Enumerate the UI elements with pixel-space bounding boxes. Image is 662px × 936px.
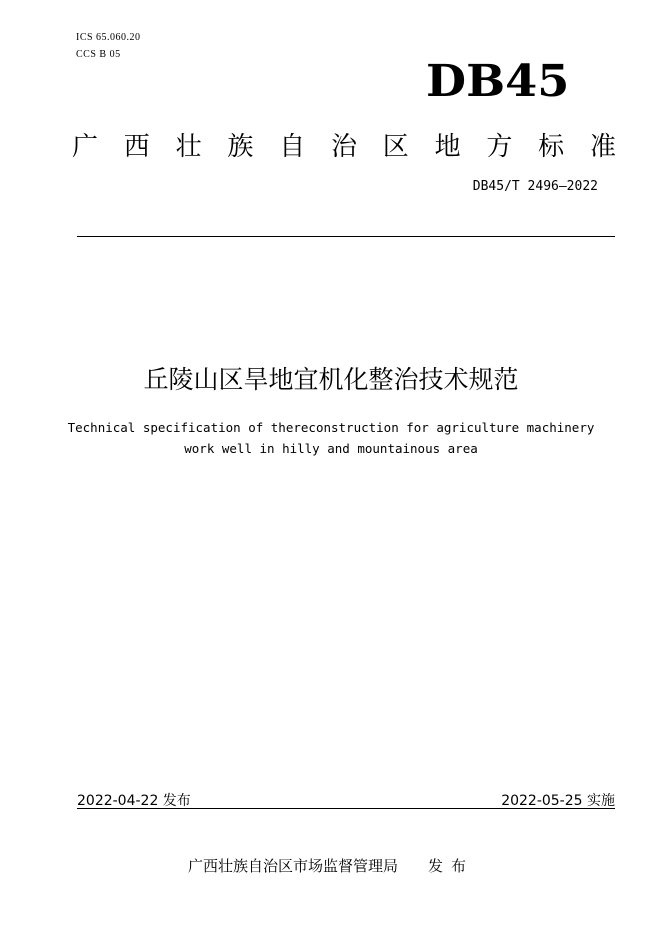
top-divider <box>77 236 615 237</box>
english-title-line-2: work well in hilly and mountainous area <box>184 441 478 456</box>
bottom-divider <box>77 808 615 809</box>
issuer-name: 广西壮族自治区市场监督管理局 <box>187 857 398 875</box>
ics-code: ICS 65.060.20 <box>76 32 141 43</box>
title-char: 地 <box>434 132 461 162</box>
title-char: 西 <box>123 132 150 162</box>
english-title-line-1: Technical specification of thereconstruction for agriculture machinery <box>67 420 595 435</box>
title-char: 治 <box>330 132 357 162</box>
title-char: 准 <box>589 132 616 162</box>
issue-date: 2022-04-22 发布 <box>77 793 191 809</box>
document-title-chinese: 丘陵山区旱地宜机化整治技术规范 <box>143 365 519 394</box>
ccs-code: CCS B 05 <box>76 49 121 60</box>
standard-category-title <box>72 126 616 163</box>
implementation-date: 2022-05-25 实施 <box>501 793 615 809</box>
document-title-english <box>0 417 662 459</box>
issuer-action: 发布 <box>428 857 475 875</box>
title-char: 区 <box>382 132 409 162</box>
title-char: 族 <box>227 132 254 162</box>
db45-logo: DB45 <box>426 56 570 107</box>
title-char: 壮 <box>175 132 202 162</box>
title-char: 广 <box>72 132 99 162</box>
standard-number: DB45/T 2496—2022 <box>472 179 598 194</box>
title-char: 方 <box>486 132 513 162</box>
issuer-line <box>0 855 662 876</box>
title-char: 自 <box>279 132 306 162</box>
title-char: 标 <box>538 132 565 162</box>
